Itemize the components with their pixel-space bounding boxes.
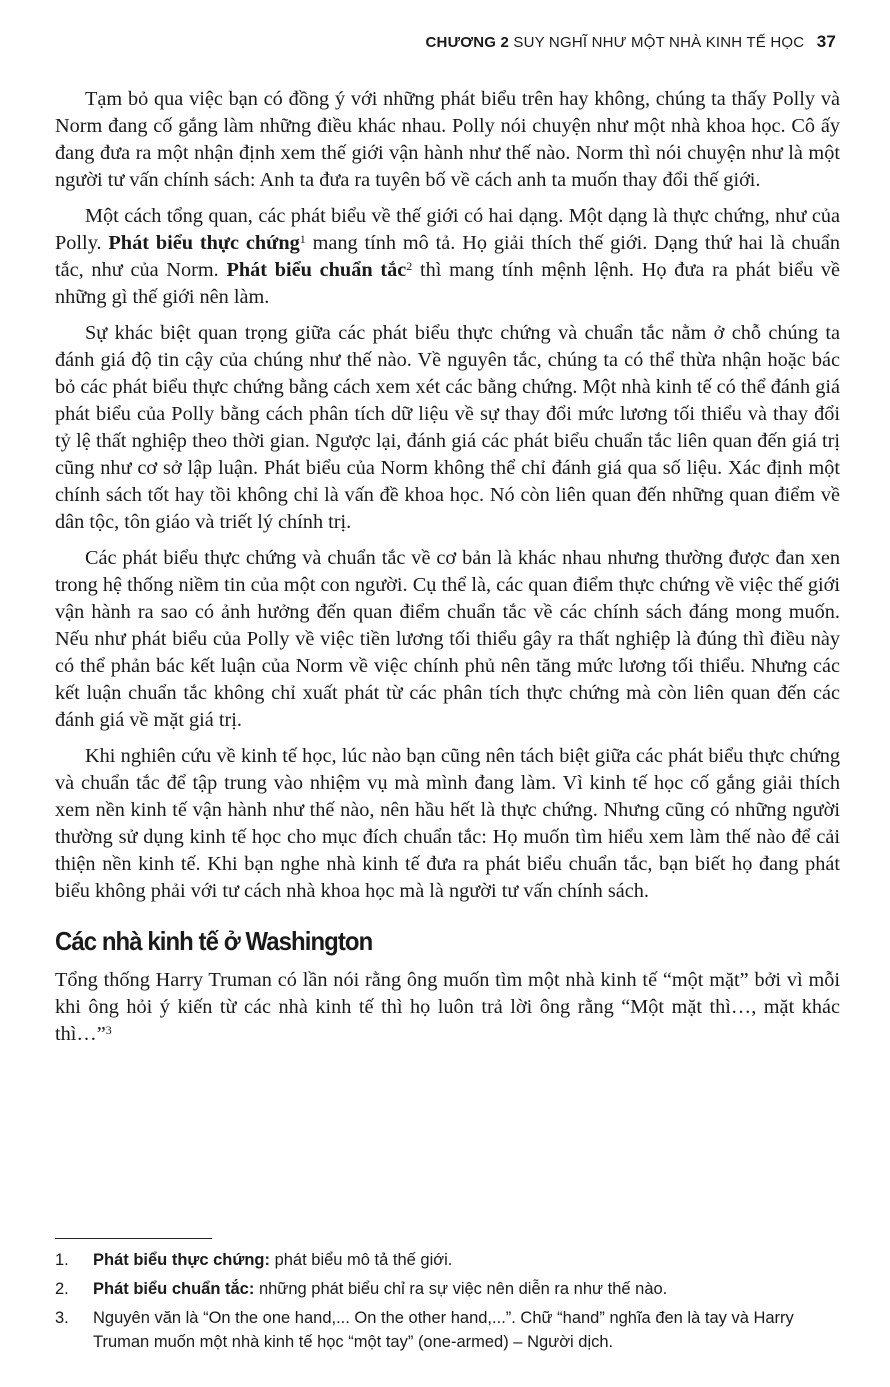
paragraph-1: Tạm bỏ qua việc bạn có đồng ý với những phát biểu trên hay không, chúng ta thấy Polly và Norm đang cố gắng làm những điều khác nhau. Polly nói chuyện như một nhà khoa học. Cô ấy đang đưa ra một nhận định xem thế giới vận hành như thế nào. Norm thì nói chuyện như là một người tư vấn chính sách: Anh ta đưa ra tuyên bố về cách anh ta muốn thay đổi thế giới. (55, 88, 840, 191)
section-heading: Các nhà kinh tế ở Washington (55, 926, 373, 956)
paragraph-4: Các phát biểu thực chứng và chuẩn tắc về cơ bản là khác nhau nhưng thường được đan xen trong hệ thống niềm tin của một con người. Cụ thể là, các quan điểm thực chứng về việc thế giới vận hành ra sao có ảnh hưởng đến quan điểm chuẩn tắc về các chính sách đáng mong muốn. Nếu như phát biểu của Polly về việc tiền lương tối thiểu gây ra thất nghiệp là đúng thì điều này có thể phản bác kết luận của Norm về việc chính phủ nên tăng mức lương tối thiểu. Nhưng các kết luận chuẩn tắc không chỉ xuất phát từ các phân tích thực chứng mà còn liên quan đến các đánh giá về mặt giá trị. (55, 547, 840, 731)
footnote-number: 2. (55, 1280, 69, 1298)
footnote-text: phát biểu mô tả thế giới. (269, 1251, 453, 1269)
footnote-term: Phát biểu thực chứng: (93, 1251, 270, 1269)
footnote-item (55, 1277, 840, 1301)
footnote-item (55, 1248, 840, 1272)
footnote-item (55, 1306, 840, 1354)
paragraph-3: Sự khác biệt quan trọng giữa các phát biểu thực chứng và chuẩn tắc nằm ở chỗ chúng ta đánh giá độ tin cậy của chúng như thế nào. Về nguyên tắc, chúng ta có thể thừa nhận hoặc bác bỏ các phát biểu thực chứng bằng cách xem xét các bằng chứng. Một nhà kinh tế có thể đánh giá phát biểu của Polly bằng cách phân tích dữ liệu về sự thay đổi mức lương tối thiểu và thay đổi tỷ lệ thất nghiệp theo thời gian. Ngược lại, đánh giá các phát biểu chuẩn tắc liên quan đến giá trị cũng như cơ sở lập luận. Phát biểu của Norm không thể chỉ đánh giá qua số liệu. Xác định một chính sách tốt hay tồi không chỉ là vấn đề khoa học. Nó còn liên quan đến những quan điểm về dân tộc, tôn giáo và triết lý chính trị. (55, 322, 840, 533)
footnote-text: Nguyên văn là “On the one hand,... On the other hand,...”. Chữ “hand” nghĩa đen là tay và Harry Truman muốn một nhà kinh tế học “một tay” (one-armed) – Người dịch. (93, 1309, 794, 1351)
page-body (55, 86, 840, 1057)
paragraph-2-part-b: mang tính mô tả. Họ giải thích thế giới. Dạng thứ hai là chuẩn tắc, như của Norm. (55, 232, 840, 281)
footnote-ref-3: 3 (105, 1023, 112, 1037)
footnote-text: những phát biểu chỉ ra sự việc nên diễn ra như thế nào. (254, 1280, 668, 1298)
footnote-ref-2: 2 (406, 259, 413, 273)
chapter-label: CHƯƠNG 2 (425, 34, 510, 51)
term-normative-statement: Phát biểu chuẩn tắc (226, 259, 407, 281)
footnote-term: Phát biểu chuẩn tắc: (93, 1280, 255, 1298)
paragraph-2 (55, 203, 840, 311)
running-header (426, 32, 837, 52)
page-number: 37 (816, 32, 836, 51)
chapter-title: SUY NGHĨ NHƯ MỘT NHÀ KINH TẾ HỌC (513, 34, 805, 51)
paragraph-2-part-c: thì mang tính mệnh lệnh. Họ đưa ra phát biểu về những gì thế giới nên làm. (55, 259, 840, 308)
footnote-number: 3. (55, 1309, 69, 1327)
term-positive-statement: Phát biểu thực chứng (108, 232, 300, 254)
footnote-number: 1. (55, 1251, 69, 1269)
section-paragraph (55, 967, 840, 1048)
footnotes-list (55, 1248, 840, 1359)
section-paragraph-text: Tổng thống Harry Truman có lần nói rằng ông muốn tìm một nhà kinh tế “một mặt” bởi vì mỗi khi ông hỏi ý kiến từ các nhà kinh tế thì họ luôn trả lời ông rằng “Một mặt thì…, mặt khác thì…” (55, 969, 840, 1045)
paragraph-2-part-a: Một cách tổng quan, các phát biểu về thế giới có hai dạng. Một dạng là thực chứng, như của Polly. (55, 205, 840, 254)
footnote-ref-1: 1 (299, 232, 306, 246)
footnote-divider (55, 1238, 212, 1239)
paragraph-5: Khi nghiên cứu về kinh tế học, lúc nào bạn cũng nên tách biệt giữa các phát biểu thực chứng và chuẩn tắc để tập trung vào nhiệm vụ mà mình đang làm. Vì kinh tế học cố gắng giải thích xem nền kinh tế vận hành như thế nào, nên hầu hết là thực chứng. Nhưng cũng có những người thường sử dụng kinh tế học cho mục đích chuẩn tắc: Họ muốn tìm hiểu xem làm thế nào để cải thiện nền kinh tế. Khi bạn nghe nhà kinh tế đưa ra phát biểu chuẩn tắc, bạn biết họ đang phát biểu không phải với tư cách nhà khoa học mà là người tư vấn chính sách. (55, 745, 840, 902)
